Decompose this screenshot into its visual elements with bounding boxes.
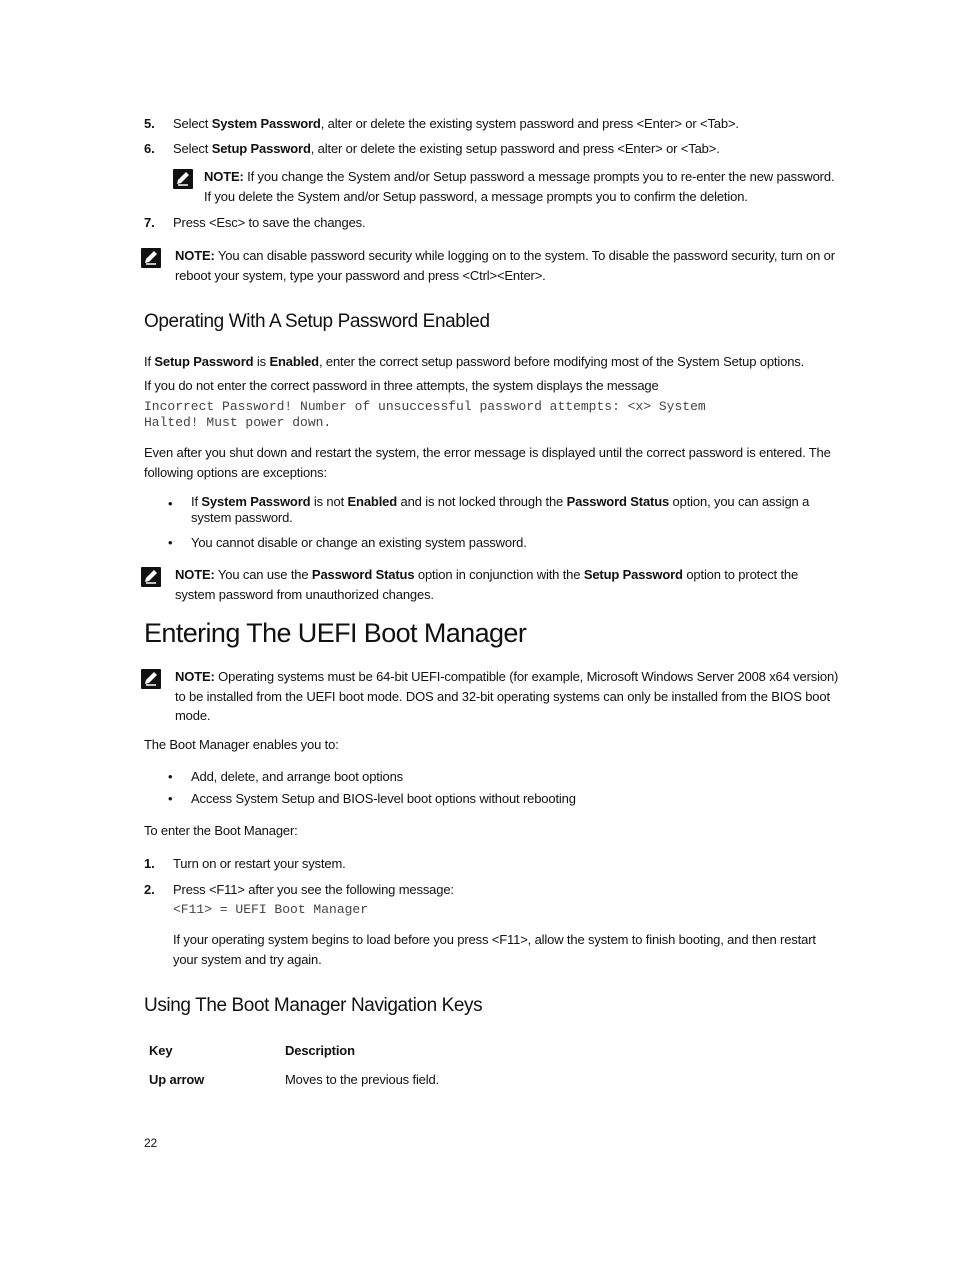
step-text: Press <F11> after you see the following message: <box>173 882 454 897</box>
bullet-icon: • <box>168 769 173 784</box>
page-number: 22 <box>144 1136 158 1150</box>
list-item: Access System Setup and BIOS-level boot options without rebooting <box>191 791 576 806</box>
table-header-key: Key <box>149 1043 173 1058</box>
table-header-description: Description <box>285 1043 355 1058</box>
note-pencil-icon <box>141 669 161 689</box>
step-number: 1. <box>144 856 155 871</box>
list-item: Add, delete, and arrange boot options <box>191 769 404 784</box>
step-text: Press <Esc> to save the changes. <box>173 215 366 230</box>
table-cell-key: Up arrow <box>149 1072 205 1087</box>
section-heading: Using The Boot Manager Navigation Keys <box>144 995 483 1016</box>
step-number: 5. <box>144 116 155 131</box>
paragraph: If your operating system begins to load before you press <F11>, allow the system to finish booting, and then restart your system and try again. <box>173 932 816 967</box>
bullet-icon: • <box>168 535 173 550</box>
paragraph: If you do not enter the correct password in three attempts, the system displays the message <box>144 378 659 393</box>
note-text: NOTE: If you change the System and/or Setup password a message prompts you to re-enter the new password. If you delete the System and/or Setup password, a message prompts you to confirm the deletion. <box>204 169 835 204</box>
note-text: NOTE: Operating systems must be 64-bit UEFI-compatible (for example, Microsoft Windows Server 2008 x64 version) to be installed from the UEFI boot mode. DOS and 32-bit operating systems can only be installed from the BIOS boot mode. <box>175 669 839 723</box>
table-cell-description: Moves to the previous field. <box>285 1072 440 1087</box>
bullet-icon: • <box>168 496 173 511</box>
code-line: Halted! Must power down. <box>144 415 332 430</box>
bullet-icon: • <box>168 791 173 806</box>
note-pencil-icon <box>173 169 193 189</box>
code-line: Incorrect Password! Number of unsuccessful password attempts: <x> System <box>144 399 706 414</box>
list-item: You cannot disable or change an existing system password. <box>191 535 527 550</box>
note-pencil-icon <box>141 248 161 268</box>
section-heading: Operating With A Setup Password Enabled <box>144 311 490 332</box>
step-text: Select Setup Password, alter or delete the existing setup password and press <Enter> or <Tab>. <box>173 141 720 156</box>
paragraph: To enter the Boot Manager: <box>144 823 298 838</box>
code-line: <F11> = UEFI Boot Manager <box>173 902 369 917</box>
section-title: Entering The UEFI Boot Manager <box>144 618 527 648</box>
step-number: 6. <box>144 141 155 156</box>
list-item: If System Password is not Enabled and is not locked through the Password Status option, you can assign a system password. <box>191 494 810 525</box>
step-number: 2. <box>144 882 155 897</box>
paragraph: The Boot Manager enables you to: <box>144 737 339 752</box>
note-text: NOTE: You can disable password security while logging on to the system. To disable the password security, turn on or reboot your system, type your password and press <Ctrl><Enter>. <box>175 248 835 283</box>
paragraph: If Setup Password is Enabled, enter the correct setup password before modifying most of the System Setup options. <box>144 354 805 369</box>
paragraph: Even after you shut down and restart the system, the error message is displayed until the correct password is entered. The following options are exceptions: <box>144 445 831 480</box>
step-number: 7. <box>144 215 155 230</box>
step-text: Turn on or restart your system. <box>173 856 346 871</box>
note-text: NOTE: You can use the Password Status option in conjunction with the Setup Password option to protect the system password from unauthorized changes. <box>175 567 799 602</box>
step-text: Select System Password, alter or delete the existing system password and press <Enter> or <Tab>. <box>173 116 739 131</box>
note-pencil-icon <box>141 567 161 587</box>
